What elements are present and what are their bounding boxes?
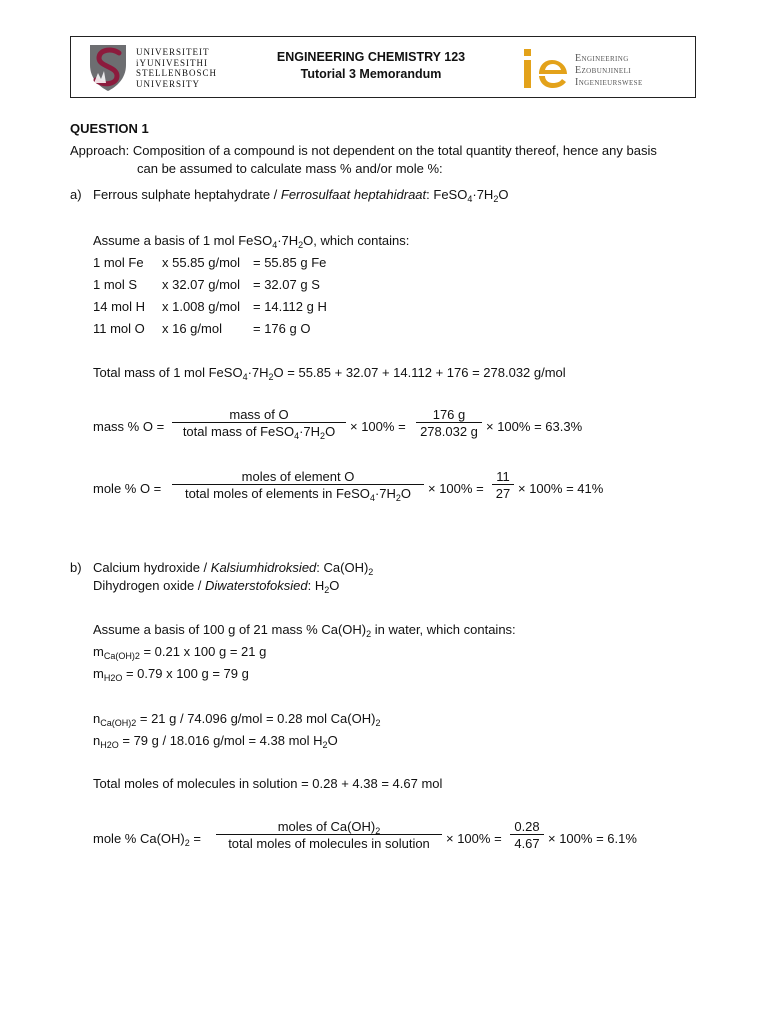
part-a-title: Ferrous sulphate heptahydrate / Ferrosulfaat heptahidraat: $FeSO_4\cdot 7H_2O$ — [93, 187, 509, 204]
list-item-result: = 55.85 g Fe — [253, 255, 327, 270]
fraction — [492, 469, 514, 501]
equation-lhs: mole % O = — [93, 481, 162, 496]
equation-lhs: mole % $Ca(OH)_2$ = — [93, 831, 201, 848]
approach-line-1: Approach: Composition of a compound is not dependent on the total quantity thereof, hence any basis — [70, 143, 657, 158]
list-item-mult: x 32.07 g/mol — [162, 277, 241, 292]
list-item-mol: 11 mol O — [93, 321, 145, 336]
list-item-mult: x 16 g/mol — [162, 321, 222, 336]
fraction — [416, 407, 482, 439]
list-item-result: = 14.112 g H — [253, 299, 327, 314]
equation-operator: × 100% = — [446, 831, 502, 846]
part-a-total-mass: Total mass of 1 mol $FeSO_4\cdot 7H_2O = 55.85 + 32.07 + 14.112 + 176 = 278.032$ g/mol — [93, 365, 566, 382]
equation-result: × 100% = 63.3% — [486, 419, 583, 434]
question-heading: QUESTION 1 — [70, 121, 149, 136]
memo-subtitle: Tutorial 3 Memorandum — [300, 67, 442, 81]
fraction-numerator: moles of element O — [241, 469, 355, 484]
part-b-line-1: Calcium hydroxide / Kalsiumhidroksied: $Ca(OH)_2$ — [93, 560, 374, 577]
part-b-line-2: Dihydrogen oxide / Diwaterstofoksied: $H_2O$ — [93, 578, 340, 595]
engineering-faculty-logo — [523, 44, 683, 92]
moles-h2o-line: $n_{H2O} = 79$ g / 18.016 g/mol = 4.38 mol $H_2O$ — [93, 733, 338, 750]
fraction — [172, 469, 424, 501]
fraction-numerator: mass of O — [229, 407, 289, 422]
list-item-mol: 1 mol S — [93, 277, 138, 292]
list-item-mol: 14 mol H — [93, 299, 146, 314]
fraction — [510, 819, 544, 851]
header-title-block — [241, 49, 501, 83]
part-a-basis: Assume a basis of 1 mol $FeSO_4\cdot 7H_2O$, which contains: — [93, 233, 410, 250]
equation-result: × 100% = 41% — [518, 481, 604, 496]
fraction-denominator: 4.67 — [510, 834, 544, 851]
mass-caoh2-line: $m_{Ca(OH)2} = 0.21$ x 100 g = 21 g — [93, 644, 267, 661]
part-b-total-moles: Total moles of molecules in solution = 0.28 + 4.38 = 4.67 mol — [93, 776, 443, 791]
course-title: ENGINEERING CHEMISTRY 123 — [276, 50, 466, 64]
list-item-result: = 32.07 g S — [253, 277, 320, 292]
fraction-denominator: total moles of elements in $FeSO_4\cdot 7H_2O$ — [172, 484, 424, 501]
part-a-label: a) — [70, 187, 82, 202]
equation-operator: × 100% = — [350, 419, 406, 434]
fraction-numerator: 176 g — [432, 407, 466, 422]
approach-line-2: can be assumed to calculate mass % and/or mole %: — [137, 161, 443, 176]
equation-operator: × 100% = — [428, 481, 484, 496]
part-b-label: b) — [70, 560, 82, 575]
fraction — [172, 407, 346, 439]
list-item-mol: 1 mol Fe — [93, 255, 144, 270]
fraction-denominator: 278.032 g — [416, 422, 482, 439]
document-header — [70, 36, 696, 98]
equation-lhs: mass % O = — [93, 419, 165, 434]
stellenbosch-university-logo — [86, 43, 221, 93]
mass-h2o-line: $m_{H2O} = 0.79$ x 100 g = 79 g — [93, 666, 249, 683]
fraction-numerator: 11 — [496, 469, 510, 484]
fraction-denominator: total mass of $FeSO_4\cdot 7H_2O$ — [172, 422, 346, 439]
part-b-basis: Assume a basis of 100 g of 21 mass % $Ca(OH)_2$ in water, which contains: — [93, 622, 516, 639]
fraction — [216, 819, 442, 851]
equation-result: × 100% = 6.1% — [548, 831, 637, 846]
faculty-name: Engineering Ezobunjineli Ingenieurswese — [575, 53, 643, 88]
list-item-mult: x 1.008 g/mol — [162, 299, 241, 314]
moles-caoh2-line: $n_{Ca(OH)2} = 21$ g / 74.096 g/mol = 0.28 mol $Ca(OH)_2$ — [93, 711, 381, 728]
ie-logo-icon — [523, 46, 569, 90]
list-item-result: = 176 g O — [253, 321, 311, 336]
university-crest-icon — [86, 43, 130, 93]
university-name: UNIVERSITEIT iYUNIVESITHI STELLENBOSCH UNIVERSITY — [136, 47, 218, 89]
list-item-mult: x 55.85 g/mol — [162, 255, 241, 270]
fraction-numerator: moles of $Ca(OH)_2$ — [277, 819, 381, 836]
fraction-numerator: 0.28 — [514, 819, 540, 834]
fraction-denominator: 27 — [492, 484, 514, 501]
fraction-denominator: total moles of molecules in solution — [216, 834, 442, 851]
